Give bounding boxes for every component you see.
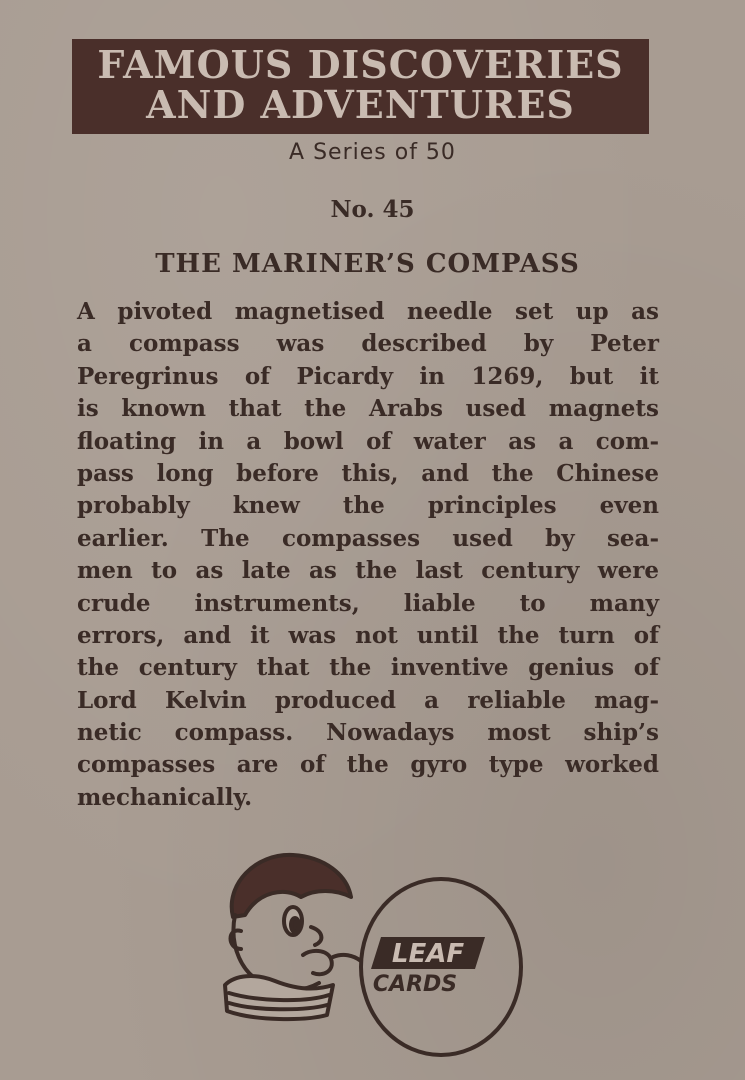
description-line: the century that the inventive genius of — [77, 654, 659, 682]
description-line: pass long before this, and the Chinese — [77, 459, 659, 487]
card-description — [77, 296, 659, 814]
logo-cards-text: CARDS — [372, 972, 458, 997]
leaf-cards-logo — [215, 845, 525, 1065]
description-line: probably knew the principles even — [77, 492, 659, 520]
series-title-line-1: FAMOUS DISCOVERIES — [97, 42, 624, 87]
logo-leaf-text: LEAF — [391, 939, 465, 969]
card-number: No. 45 — [330, 196, 415, 223]
description-line: a compass was described by Peter — [77, 330, 659, 358]
description-line: earlier. The compasses used by sea- — [77, 524, 659, 552]
description-line: compasses are of the gyro type worked — [77, 751, 659, 779]
card-heading: THE MARINER’S COMPASS — [155, 249, 580, 279]
series-count: A Series of 50 — [289, 140, 456, 165]
description-line: netic compass. Nowadays most ship’s — [77, 719, 659, 747]
description-line: is known that the Arabs used magnets — [77, 395, 659, 423]
description-line: men to as late as the last century were — [77, 557, 659, 585]
title-banner — [72, 39, 649, 134]
description-line: errors, and it was not until the turn of — [77, 621, 659, 649]
description-line: crude instruments, liable to many — [77, 589, 659, 617]
mascot-boy-icon — [225, 855, 351, 1019]
description-line: floating in a bowl of water as a com- — [77, 427, 659, 455]
description-line: Lord Kelvin produced a reliable mag- — [77, 686, 659, 714]
description-line: Peregrinus of Picardy in 1269, but it — [77, 362, 659, 390]
series-title-line-2: AND ADVENTURES — [146, 82, 575, 127]
description-line: mechanically. — [77, 783, 253, 811]
description-line: A pivoted magnetised needle set up as — [77, 298, 659, 325]
